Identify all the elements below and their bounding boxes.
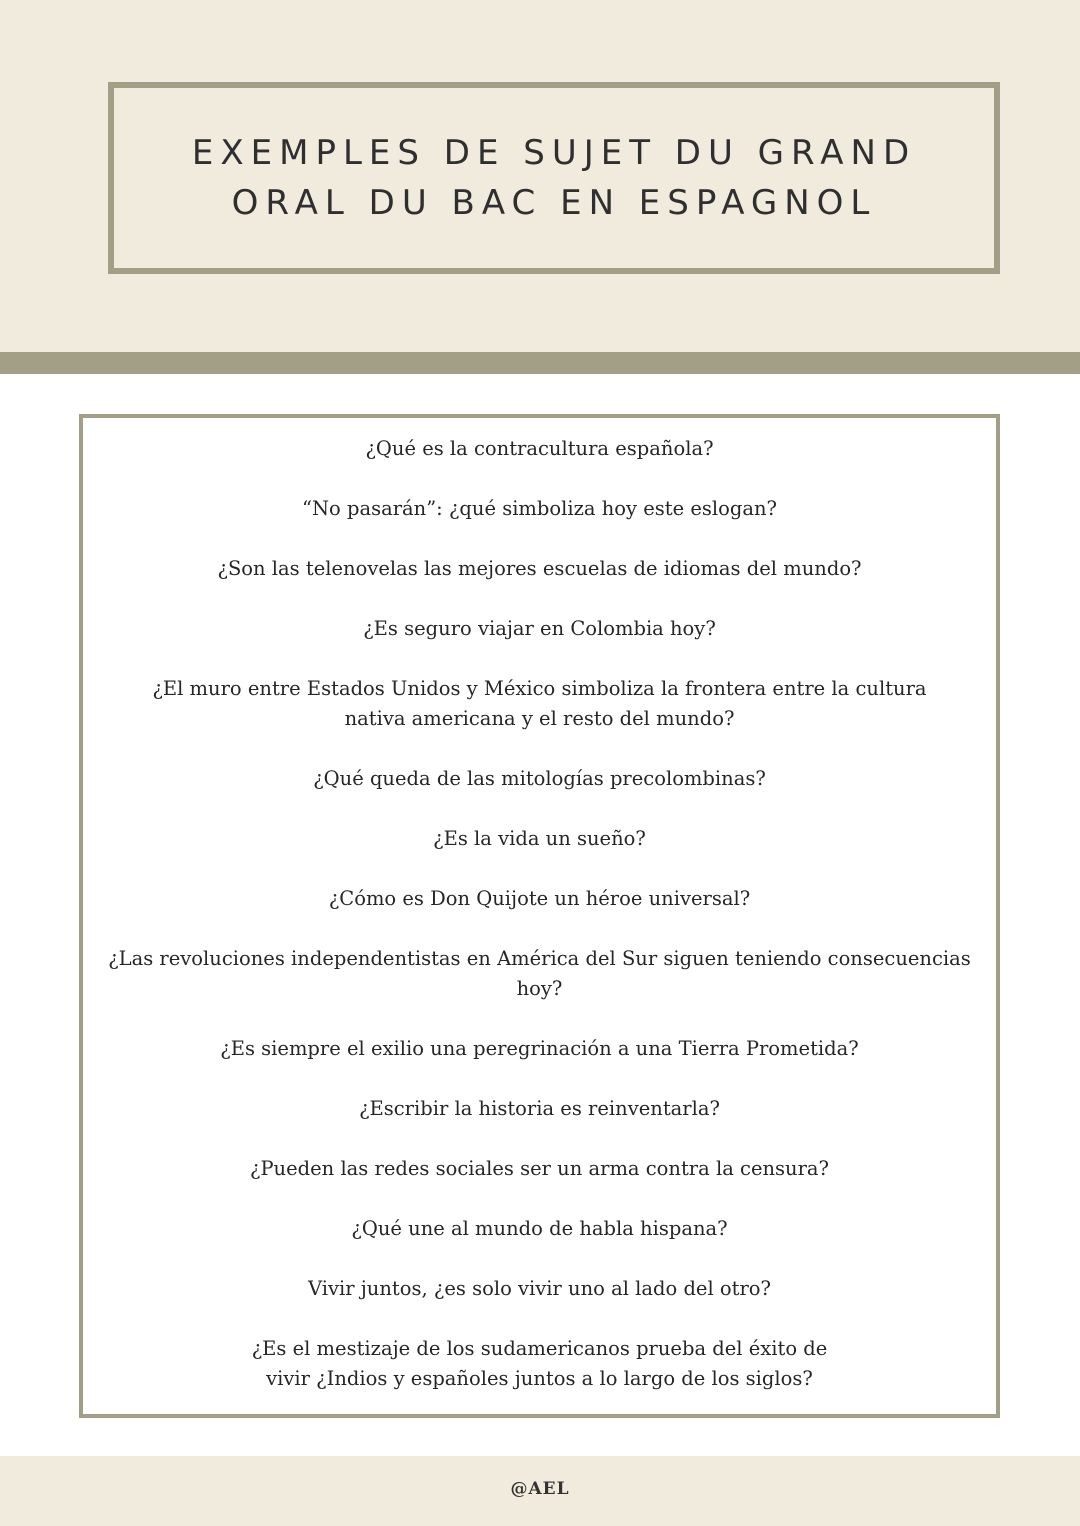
- question-item: ¿Las revoluciones independentistas en América del Sur siguen teniendo consecuencias hoy?: [108, 947, 971, 1000]
- question-item: ¿Son las telenovelas las mejores escuelas de idiomas del mundo?: [217, 557, 862, 580]
- question-item: ¿Qué une al mundo de habla hispana?: [351, 1217, 728, 1240]
- question-item: Vivir juntos, ¿es solo vivir uno al lado del otro?: [308, 1277, 771, 1300]
- question-item: ¿Escribir la historia es reinventarla?: [359, 1097, 720, 1120]
- question-item: ¿Es siempre el exilio una peregrinación a una Tierra Prometida?: [220, 1037, 859, 1060]
- question-item: ¿Es el mestizaje de los sudamericanos prueba del éxito de vivir ¿Indios y españoles juntos a lo largo de los siglos?: [251, 1337, 828, 1390]
- page-title-line-1: EXEMPLES DE SUJET DU GRAND: [191, 133, 917, 173]
- section-divider: [0, 352, 1080, 374]
- page-title-line-2: ORAL DU BAC EN ESPAGNOL: [231, 183, 877, 223]
- title-frame: [108, 82, 1000, 274]
- question-item: ¿Qué queda de las mitologías precolombinas?: [313, 767, 766, 790]
- question-item: ¿Es la vida un sueño?: [433, 827, 646, 850]
- question-item: ¿Es seguro viajar en Colombia hoy?: [363, 617, 716, 640]
- question-item: “No pasarán”: ¿qué simboliza hoy este eslogan?: [302, 497, 777, 520]
- question-item: ¿Pueden las redes sociales ser un arma contra la censura?: [249, 1157, 830, 1180]
- questions-frame: [79, 414, 1000, 1418]
- question-item: ¿Qué es la contracultura española?: [365, 437, 714, 460]
- page-title: [192, 128, 916, 228]
- question-item: ¿El muro entre Estados Unidos y México simboliza la frontera entre la cultura nativa americana y el resto del mundo?: [152, 677, 927, 730]
- questions-list: [107, 434, 972, 1394]
- footer-credit: @AEL: [510, 1479, 570, 1499]
- question-item: ¿Cómo es Don Quijote un héroe universal?: [328, 887, 751, 910]
